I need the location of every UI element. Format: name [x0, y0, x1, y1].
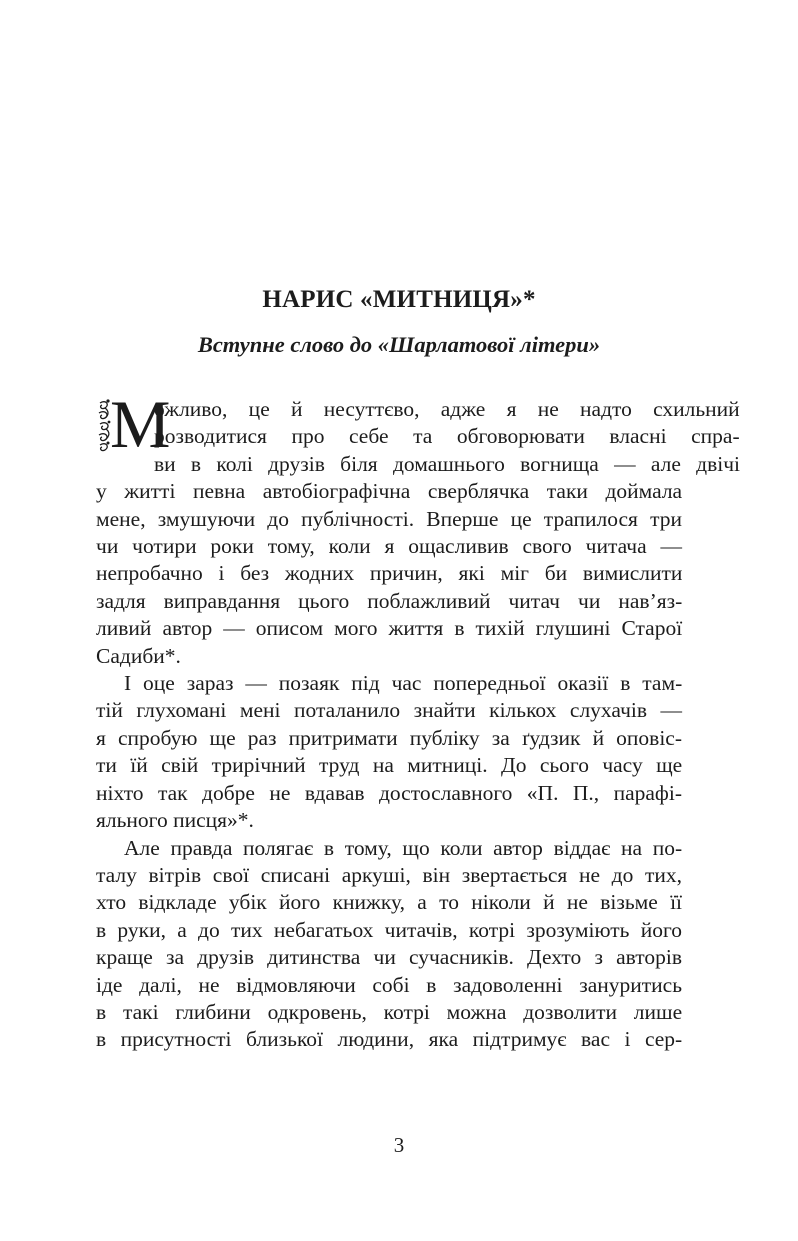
paragraph-3: [96, 835, 682, 1054]
chapter-subtitle: Вступне слово до «Шарлатової літери»: [197, 332, 601, 357]
text-line: талу вітрів свої списані аркуші, він звертається не до тих,: [96, 862, 682, 887]
text-line: мене, змушуючи до публічності. Вперше це трапилося три: [96, 506, 682, 531]
text-line: ти їй свій трирічний труд на митниці. До сього часу ще: [96, 753, 683, 778]
text-line: іде далі, не відмовляючи собі в задоволенні зануритись: [96, 972, 682, 997]
text-line: у житті певна автобіографічна сверблячка таки доймала: [96, 479, 683, 504]
text-line: в руки, а до тих небагатьох читачів, котрі зрозуміють його: [96, 917, 682, 942]
text-line: ніхто так добре не вдавав достославного «П. П., парафі-: [96, 780, 682, 805]
paragraph-2: [96, 670, 682, 834]
text-line: тій глухомані мені поталанило знайти кількох слухачів —: [96, 698, 683, 723]
text-line: ожливо, це й несуттєво, адже я не надто схильний: [154, 397, 740, 421]
text-line: ливий автор — описом мого життя в тихій глушині Старої: [96, 616, 683, 641]
text-line: непробачно і без жодних причин, які міг би вимислити: [96, 561, 683, 586]
text-line: І оце зараз — позаяк під час попередньої оказії в там-: [124, 671, 683, 696]
text-line: Але правда полягає в тому, що коли автор віддає на по-: [124, 835, 683, 860]
text-line: розводитися про себе та обговорювати власні спра-: [154, 424, 740, 449]
text-line: краще за друзів дитинства чи сучасників. Дехто з авторів: [96, 945, 682, 970]
text-line: чи чотири роки тому, коли я ощасливив свого читача —: [96, 534, 682, 559]
drop-cap-letter: М: [110, 386, 171, 462]
text-line: ви в колі друзів біля домашнього вогнища — але двічі: [154, 451, 740, 476]
text-line: в такі глибини одкровень, котрі можна дозволити лише: [96, 999, 683, 1024]
text-line: Садиби*.: [96, 643, 181, 668]
body-text: [96, 386, 740, 1054]
text-line: я спробую ще раз притримати публіку за ґудзик й оповіс-: [96, 725, 682, 750]
text-line: в присутності близької людини, яка підтримує вас і сер-: [96, 1027, 683, 1052]
page-number: 3: [393, 1133, 405, 1157]
text-line: хто відкладе убік його книжку, а то ніколи й не візьме її: [96, 890, 683, 915]
paragraph-1: [96, 386, 740, 670]
text-line: яльного писця»*.: [96, 808, 254, 833]
text-line: задля виправдання цього поблажливий читач чи нав’яз-: [96, 588, 683, 613]
drop-cap: [96, 386, 171, 462]
chapter-title: НАРИС «МИТНИЦЯ»*: [262, 286, 536, 313]
